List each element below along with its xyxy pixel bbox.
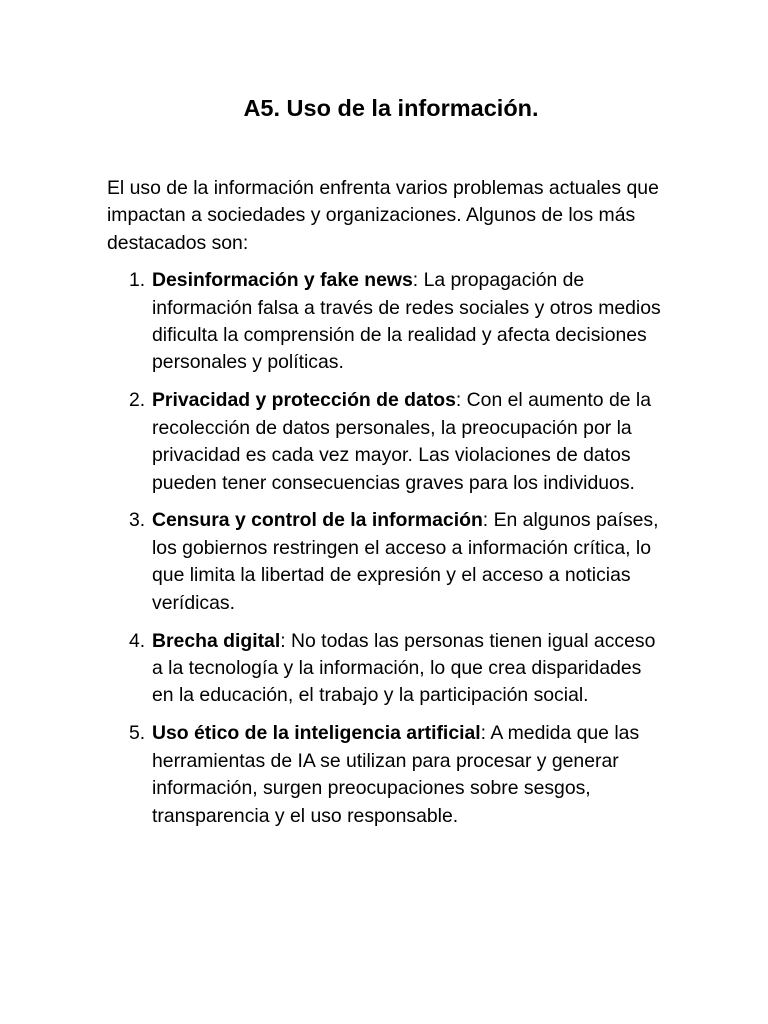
- list-item-number: 2.: [129, 389, 146, 412]
- list-item-text: : En algunos países, los gobiernos restringen el acceso a información crítica, lo que limita la libertad de expresión y el acceso a noticias verídicas.: [152, 509, 659, 614]
- list-item-text: : No todas las personas tienen igual acceso a la tecnología y la información, lo que crea disparidades en la educación, el trabajo y la participación social.: [152, 629, 656, 707]
- list-item-text: : A medida que las herramientas de IA se utilizan para procesar y generar información, surgen preocupaciones sobre sesgos, transparencia y el uso responsable.: [152, 722, 640, 827]
- list-item-term: Brecha digital: [152, 629, 281, 652]
- list-item-number: 4.: [129, 629, 146, 652]
- list-item-number: 5.: [129, 722, 146, 745]
- list-item-text: : La propagación de información falsa a través de redes sociales y otros medios dificulta la comprensión de la realidad y afecta decisiones personales y políticas.: [152, 269, 661, 374]
- list-item: [107, 720, 667, 830]
- list-item-term: Uso ético de la inteligencia artificial: [152, 722, 481, 745]
- list-item: [107, 628, 667, 710]
- list-item-number: 3.: [129, 509, 146, 532]
- document-page: [107, 92, 667, 840]
- list-item: [107, 267, 667, 377]
- list-item: [107, 507, 667, 617]
- list-item-term: Desinformación y fake news: [152, 269, 413, 292]
- intro-paragraph: El uso de la información enfrenta varios problemas actuales que impactan a sociedades y organizaciones. Algunos de los más destacados son:: [107, 177, 659, 254]
- list-item-text: : Con el aumento de la recolección de datos personales, la preocupación por la privacidad es cada vez mayor. Las violaciones de datos pueden tener consecuencias graves para los individuos.: [152, 389, 651, 494]
- list-item-number: 1.: [129, 269, 146, 292]
- list-item-term: Privacidad y protección de datos: [152, 389, 456, 412]
- problems-list: [107, 267, 667, 830]
- page-title: A5. Uso de la información.: [243, 95, 539, 121]
- list-item-term: Censura y control de la información: [152, 509, 483, 532]
- list-item: [107, 387, 667, 497]
